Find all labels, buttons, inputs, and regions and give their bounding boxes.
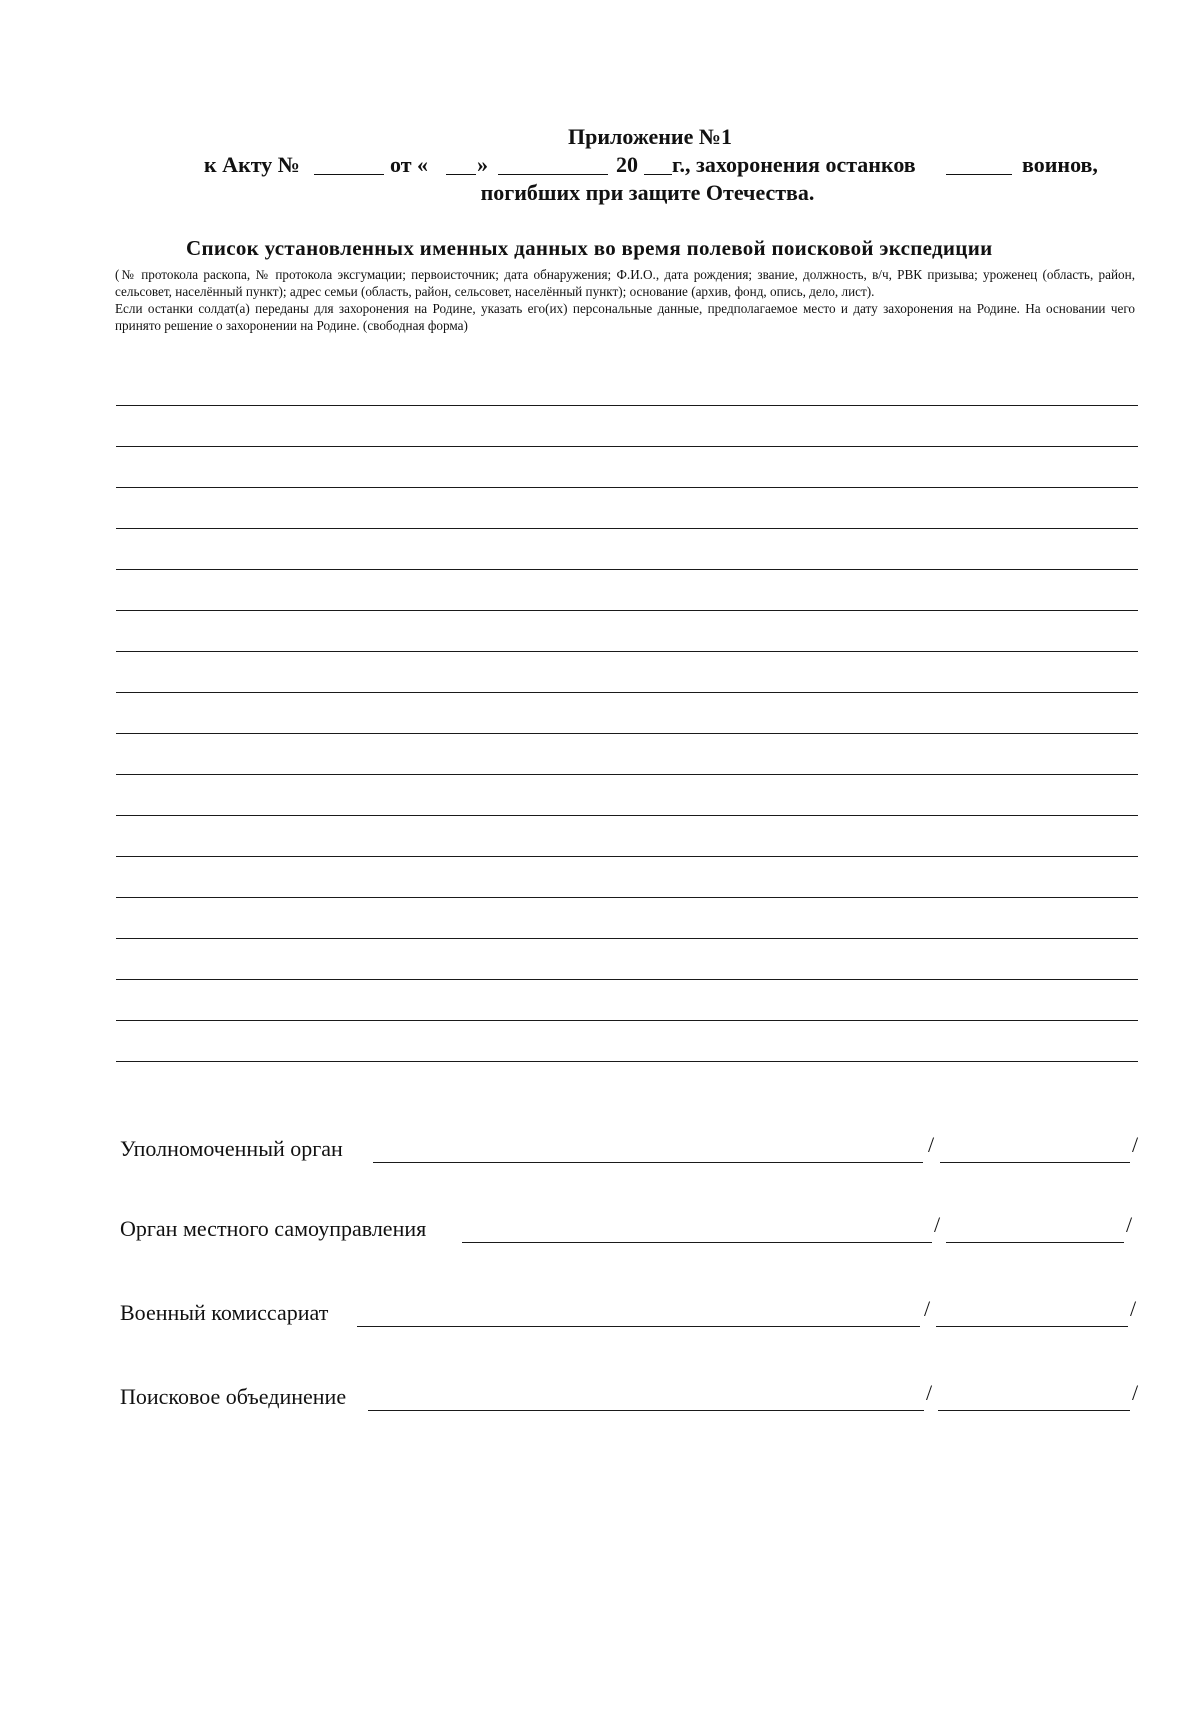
slash-separator: / — [1126, 1212, 1133, 1237]
act-reference-line — [204, 152, 1104, 182]
local-government-label: Орган местного самоуправления — [120, 1216, 427, 1241]
slash-separator: / — [934, 1212, 941, 1237]
ruled-line[interactable] — [116, 733, 1138, 734]
ruled-line[interactable] — [116, 979, 1138, 980]
ruled-line[interactable] — [116, 692, 1138, 693]
slash-separator: / — [1130, 1296, 1137, 1321]
search-association-name-field[interactable] — [938, 1384, 1130, 1411]
ruled-line[interactable] — [116, 610, 1138, 611]
burial-text: г., захоронения останков — [672, 152, 916, 177]
signature-row-local-government — [120, 1212, 1140, 1248]
authorized-body-name-field[interactable] — [940, 1136, 1130, 1163]
authorized-body-signature-field[interactable] — [373, 1136, 923, 1163]
ruled-line[interactable] — [116, 528, 1138, 529]
remains-count-field[interactable] — [946, 154, 1012, 175]
act-number-label: к Акту № — [204, 152, 300, 177]
ruled-line[interactable] — [116, 856, 1138, 857]
ruled-line[interactable] — [116, 897, 1138, 898]
authorized-body-label: Уполномоченный орган — [120, 1136, 343, 1161]
slash-separator: / — [926, 1380, 933, 1405]
ruled-line[interactable] — [116, 487, 1138, 488]
military-commissariat-label: Военный комиссариат — [120, 1300, 329, 1325]
ruled-line[interactable] — [116, 1061, 1138, 1062]
slash-separator: / — [1132, 1132, 1139, 1157]
fallen-line: погибших при защите Отечества. — [480, 180, 815, 205]
local-government-signature-field[interactable] — [462, 1216, 932, 1243]
signature-row-search-association — [120, 1380, 1140, 1416]
day-field[interactable] — [446, 154, 476, 175]
signature-row-authorized-body — [120, 1132, 1140, 1168]
ruled-line[interactable] — [116, 405, 1138, 406]
military-commissariat-signature-field[interactable] — [357, 1300, 920, 1327]
local-government-name-field[interactable] — [946, 1216, 1124, 1243]
ruled-line[interactable] — [116, 1020, 1138, 1021]
ruled-line[interactable] — [116, 651, 1138, 652]
military-commissariat-name-field[interactable] — [936, 1300, 1128, 1327]
year-prefix: 20 — [616, 152, 638, 177]
signature-row-military-commissariat — [120, 1296, 1140, 1332]
slash-separator: / — [924, 1296, 931, 1321]
instruction-note-fields: (№ протокола раскопа, № протокола эксгумации; первоисточник; дата обнаружения; Ф.И.О., дата рождения; звание, должность, в/ч, РВК призыва; уроженец (область, район, сельсовет, населённый пункт); адрес семьи (область, район, сельсовет, населённый пункт); основание (архив, фонд, опись, дело, лист). — [115, 267, 1135, 299]
search-association-label: Поисковое объединение — [120, 1384, 347, 1409]
date-from-label: от « — [390, 152, 429, 177]
instructions — [115, 266, 1135, 334]
act-number-field[interactable] — [314, 154, 384, 175]
ruled-line[interactable] — [116, 569, 1138, 570]
search-association-signature-field[interactable] — [368, 1384, 924, 1411]
slash-separator: / — [928, 1132, 935, 1157]
appendix-title: Приложение №1 — [568, 124, 732, 149]
ruled-line[interactable] — [116, 815, 1138, 816]
month-field[interactable] — [498, 154, 608, 175]
ruled-line[interactable] — [116, 774, 1138, 775]
ruled-line[interactable] — [116, 446, 1138, 447]
year-field[interactable] — [644, 154, 672, 175]
quote-close: » — [477, 152, 488, 177]
instruction-note-homeland: Если останки солдат(а) переданы для захоронения на Родине, указать его(их) персональные данные, предполагаемое место и дату захоронения на Родине. На основании чего принято решение о захоронении на Родине. (свободная форма) — [115, 301, 1135, 333]
ruled-line[interactable] — [116, 938, 1138, 939]
slash-separator: / — [1132, 1380, 1139, 1405]
list-title: Список установленных именных данных во время полевой поисковой экспедиции — [186, 236, 993, 260]
warriors-text: воинов, — [1022, 152, 1098, 177]
